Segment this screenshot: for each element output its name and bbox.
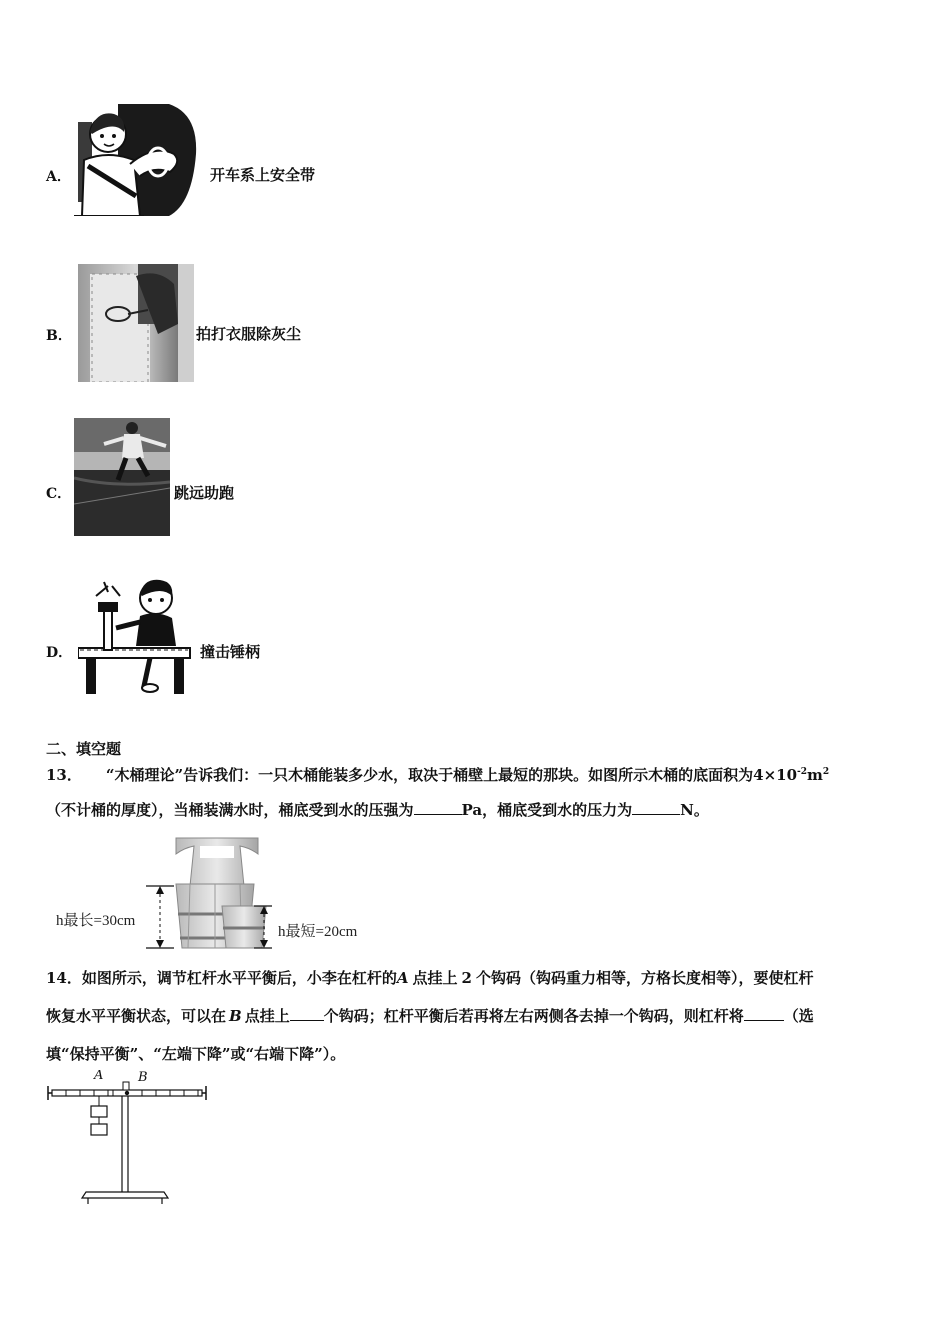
q14-line1-b: 点挂上 — [412, 969, 458, 987]
option-c-caption: 跳远助跑 — [174, 484, 235, 502]
q13-line2 — [46, 800, 709, 820]
option-b-letter: B． — [46, 328, 72, 344]
q14-line2-b: 点挂上 — [244, 1007, 290, 1025]
long-jump-run-photo — [74, 418, 170, 536]
option-d-letter: D． — [46, 645, 73, 661]
hammer-handle-illustration — [78, 576, 198, 696]
q14-line2 — [46, 1006, 814, 1026]
lever-label-a: A — [94, 1070, 104, 1083]
q13-area-unit: m — [807, 766, 823, 784]
q14-line2-d: （选 — [783, 1007, 814, 1025]
q13-line2-c: N。 — [680, 801, 709, 819]
q13-line1 — [46, 762, 829, 785]
q13-area-unit-exp: 2 — [822, 767, 830, 777]
q13-number: 13． — [46, 766, 82, 784]
q14-line2-c: 个钩码；杠杆平衡后若再将左右两侧各去掉一个钩码，则杠杆将 — [323, 1007, 744, 1025]
q13-figure — [50, 834, 380, 952]
section-title: 二、填空题 — [46, 740, 122, 758]
option-d-caption: 撞击锤柄 — [200, 643, 261, 661]
q14-line1-a: 14．如图所示，调节杠杆水平平衡后，小李在杠杆的 — [46, 969, 397, 987]
lever-label-b: B — [138, 1070, 148, 1085]
lever-stand-icon — [42, 1070, 212, 1210]
option-a-caption: 开车系上安全带 — [210, 166, 316, 184]
q13-force-blank[interactable] — [632, 800, 680, 815]
q13-line2-b: Pa，桶底受到水的压力为 — [461, 801, 633, 819]
q14-count: 2 — [461, 969, 472, 987]
q14-line3: 填“保持平衡”、“左端下降”或“右端下降”）。 — [46, 1045, 346, 1063]
option-b-caption: 拍打衣服除灰尘 — [196, 325, 302, 343]
q14-count-blank[interactable] — [290, 1006, 324, 1021]
option-c-letter: C． — [46, 486, 72, 502]
q14-line2-a: 恢复水平平衡状态，可以在 — [46, 1007, 227, 1025]
q13-area-base: 4×10 — [753, 766, 798, 784]
q13-line1-text: “木桶理论”告诉我们：一只木桶能装多少水，取决于桶壁上最短的那块。如图所示木桶的底面积为 — [105, 766, 754, 784]
option-a-letter: A． — [46, 169, 71, 185]
seatbelt-driver-illustration — [74, 104, 198, 216]
q14-line1 — [46, 968, 814, 988]
q14-figure — [42, 1070, 212, 1210]
beating-clothes-photo — [78, 264, 194, 382]
q14-point-b: B — [229, 1007, 242, 1025]
q13-label-short: h最短=20cm — [278, 924, 358, 940]
q14-line1-c: 个钩码（钩码重力相等，方格长度相等），要使杠杆 — [475, 969, 814, 987]
q13-line2-a: （不计桶的厚度），当桶装满水时，桶底受到水的压强为 — [46, 801, 414, 819]
q14-point-a: A — [396, 969, 409, 987]
q13-area-exp: -2 — [797, 767, 808, 777]
q13-pressure-blank[interactable] — [414, 800, 462, 815]
q14-result-blank[interactable] — [744, 1006, 784, 1021]
q13-label-long: h最长=30cm — [56, 913, 136, 929]
